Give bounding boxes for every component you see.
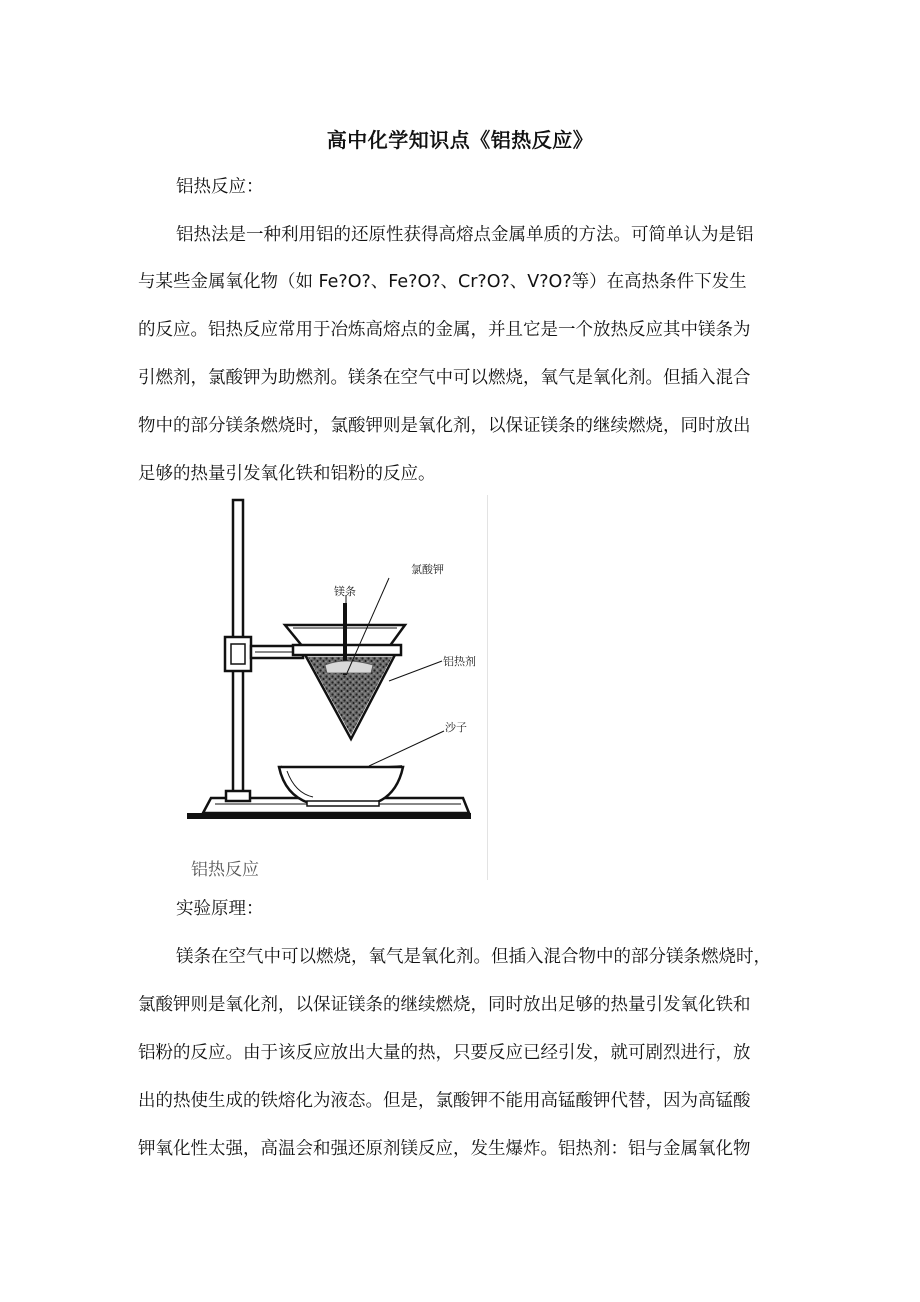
label-thermite: 铝热剂 <box>443 655 476 668</box>
thermite-apparatus-figure <box>175 495 488 880</box>
figure-caption: 铝热反应 <box>191 860 259 880</box>
label-potassium-chlorate: 氯酸钾 <box>411 563 444 576</box>
paragraph-line: 足够的热量引发氧化铁和铝粉的反应。 <box>138 464 436 484</box>
paragraph-line: 物中的部分镁条燃烧时，氯酸钾则是氧化剂，以保证镁条的继续燃烧，同时放出 <box>138 416 751 436</box>
paragraph-line: 镁条在空气中可以燃烧，氧气是氧化剂。但插入混合物中的部分镁条燃烧时， <box>176 947 771 967</box>
paragraph-line: 的反应。铝热反应常用于冶炼高熔点的金属，并且它是一个放热反应其中镁条为 <box>138 320 751 340</box>
ring-clamp <box>225 637 303 671</box>
apparatus-illustration <box>175 495 487 850</box>
section-heading-principle: 实验原理： <box>176 899 264 919</box>
document-title: 高中化学知识点《铝热反应》 <box>326 128 594 152</box>
section-heading-thermite: 铝热反应： <box>176 177 264 197</box>
paragraph-line: 钾氧化性太强，高温会和强还原剂镁反应，发生爆炸。铝热剂：铝与金属氧化物 <box>138 1139 751 1159</box>
paragraph-line: 铝热法是一种利用铝的还原性获得高熔点金属单质的方法。可简单认为是铝 <box>176 225 754 245</box>
paragraph-line: 与某些金属氧化物（如 Fe?O?、Fe?O?、Cr?O?、V?O?等）在高热条件下发生 <box>138 272 747 292</box>
paragraph-line: 出的热使生成的铁熔化为液态。但是，氯酸钾不能用高锰酸钾代替，因为高锰酸 <box>138 1091 751 1111</box>
paragraph-line: 铝粉的反应。由于该反应放出大量的热，只要反应已经引发，就可剧烈进行，放 <box>138 1043 751 1063</box>
paragraph-line: 氯酸钾则是氧化剂，以保证镁条的继续燃烧，同时放出足够的热量引发氧化铁和 <box>138 995 751 1015</box>
paragraph-line: 引燃剂，氯酸钾为助燃剂。镁条在空气中可以燃烧，氧气是氧化剂。但插入混合 <box>138 368 751 388</box>
label-sand: 沙子 <box>445 721 467 734</box>
label-magnesium-strip: 镁条 <box>334 585 356 598</box>
